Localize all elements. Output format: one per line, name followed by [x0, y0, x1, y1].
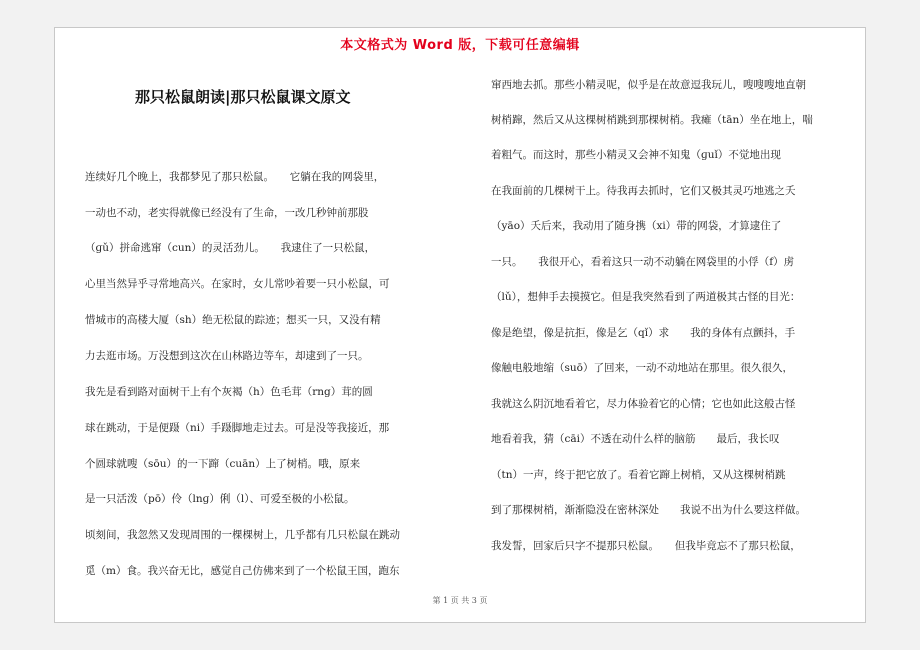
text-line: 顷刻间，我忽然又发现周围的一棵棵树上，几乎都有几只松鼠在跳动 — [85, 529, 400, 541]
text-line: 窜西地去抓。那些小精灵呢，似乎是在故意逗我玩儿，嗖嗖嗖地直朝 — [491, 79, 806, 91]
text-line: 惜城市的高楼大厦（sh）绝无松鼠的踪迹；想买一只，又没有精 — [85, 314, 381, 326]
text-line: 我就这么阴沉地看着它，尽力体验着它的心情；它也如此这般古怪 — [491, 398, 796, 410]
text-line: 心里当然异乎寻常地高兴。在家时，女儿常吵着要一只小松鼠，可 — [85, 278, 390, 290]
text-line: 是一只活泼（pō）伶（lnɡ）俐（l）、可爱至极的小松鼠。 — [85, 493, 355, 505]
text-line: 我发誓，回家后只字不提那只松鼠。 但我毕竟忘不了那只松鼠， — [491, 540, 801, 552]
text-line: 像是绝望，像是抗拒，像是乞（qǐ）求 我的身体有点颤抖，手 — [491, 327, 796, 339]
text-line: （ɡǔ）拼命逃窜（cun）的灵活劲儿。 我逮住了一只松鼠， — [85, 242, 376, 254]
text-line: 到了那棵树梢，渐渐隐没在密林深处 我说不出为什么要这样做。 — [491, 504, 806, 516]
text-line: 我先是看到路对面树干上有个灰褐（h）色毛茸（rng）茸的圆 — [85, 386, 373, 398]
text-line: 个圆球就嗖（sōu）的一下蹿（cuān）上了树梢。哦，原来 — [85, 458, 361, 470]
page-number: 第 1 页 共 3 页 — [432, 596, 488, 605]
text-line: 地看着我，猜（cāi）不透在动什么样的脑筋 最后，我长叹 — [491, 433, 780, 445]
text-line: 像触电般地缩（suō）了回来，一动不动地站在那里。很久很久， — [491, 362, 793, 374]
text-line: 连续好几个晚上，我都梦见了那只松鼠。 它躺在我的网袋里， — [85, 171, 385, 183]
text-line: 一动也不动，老实得就像已经没有了生命，一改几秒钟前那股 — [85, 207, 369, 219]
format-banner: 本文格式为 Word 版，下载可任意编辑 — [340, 38, 580, 53]
text-line: 觅（m）食。我兴奋无比，感觉自己仿佛来到了一个松鼠王国，跑东 — [85, 565, 400, 577]
text-line: （lǔ），想伸手去摸摸它。但是我突然看到了两道极其古怪的目光： — [491, 291, 801, 303]
text-line: 一只。 我很开心，看着这只一动不动躺在网袋里的小俘（f）虏 — [491, 256, 795, 268]
text-line: 球在跳动，于是便蹑（ni）手蹑脚地走过去。可是没等我接近，那 — [85, 422, 390, 434]
text-line: 力去逛市场。万没想到这次在山林路边等车，却逮到了一只。 — [85, 350, 369, 362]
text-line: （yāo）夭后来，我动用了随身携（xi）带的网袋，才算逮住了 — [491, 220, 782, 232]
article-title: 那只松鼠朗读|那只松鼠课文原文 — [135, 88, 351, 106]
text-line: 在我面前的几棵树干上。待我再去抓时，它们又极其灵巧地逃之夭 — [491, 185, 796, 197]
text-line: 着粗气。而这时，那些小精灵又会神不知鬼（ɡuǐ）不觉地出现 — [491, 149, 781, 161]
text-line: （tn）一声，终于把它放了。看着它蹿上树梢，又从这棵树梢跳 — [491, 469, 786, 481]
text-line: 树梢蹿，然后又从这棵树梢跳到那棵树梢。我瘫（tān）坐在地上，喘 — [491, 114, 813, 126]
document-page — [54, 27, 866, 623]
